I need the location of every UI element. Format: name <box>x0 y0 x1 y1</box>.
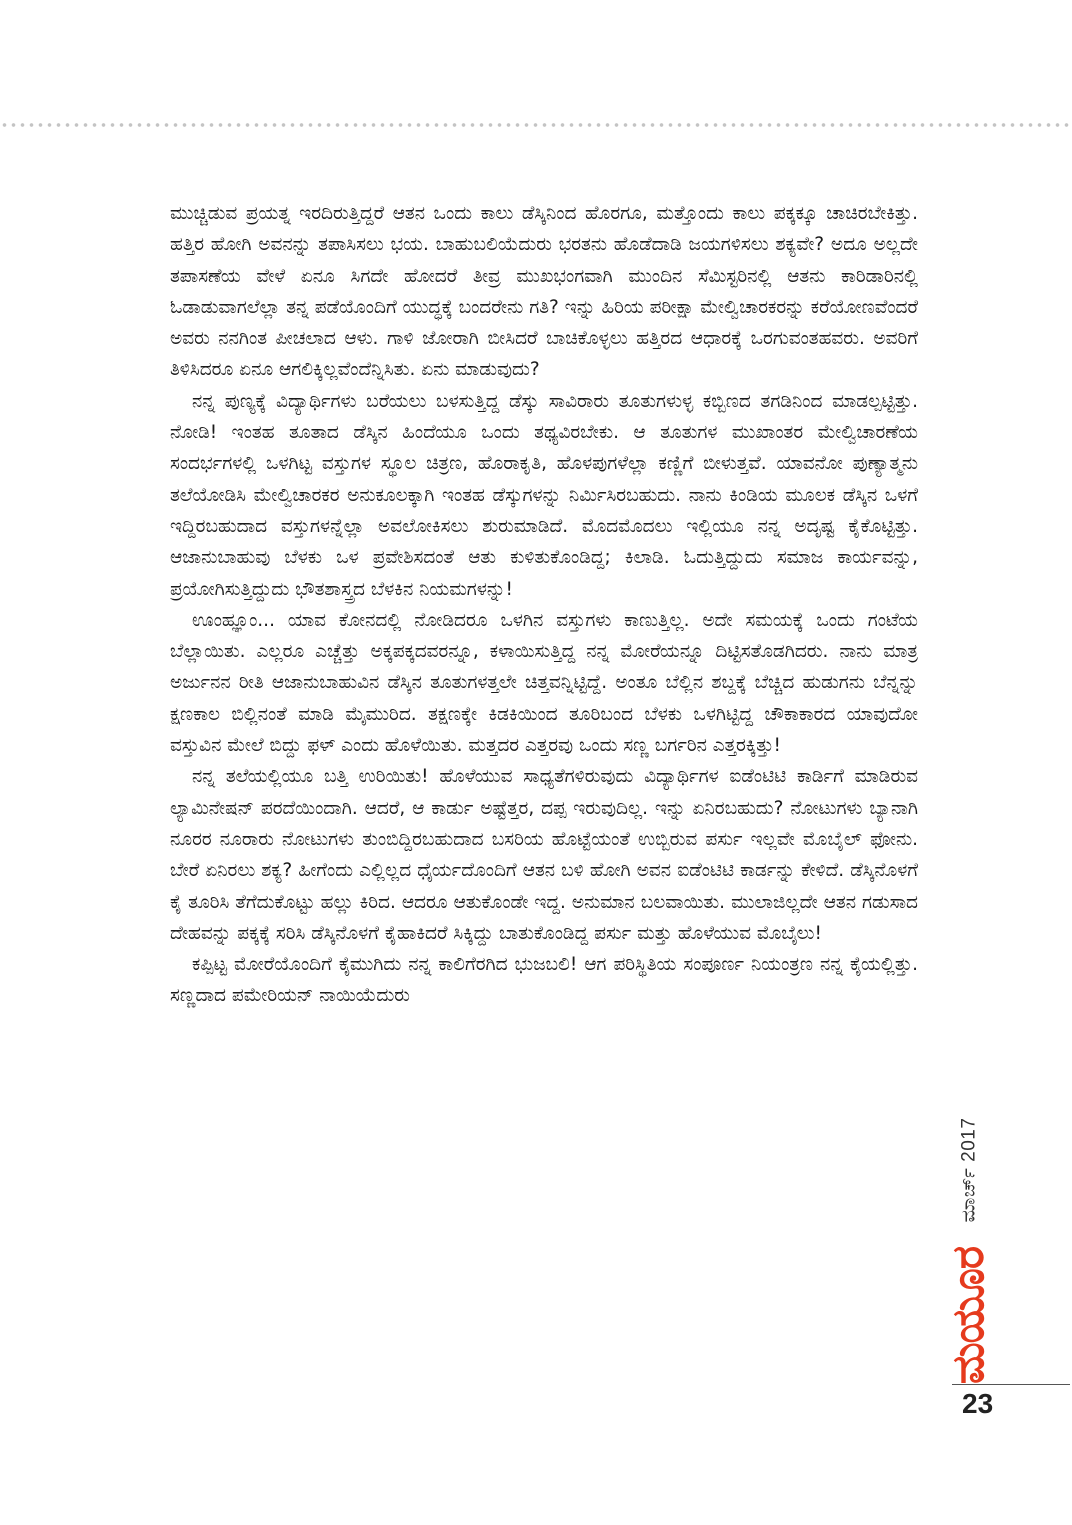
paragraph-5: ಕಪ್ಪಿಟ್ಟ ಮೋರೆಯೊಂದಿಗೆ ಕೈಮುಗಿದು ನನ್ನ ಕಾಲಿಗೆರಗಿದ ಭುಜಬಲಿ! ಆಗ ಪರಿಸ್ಥಿತಿಯ ಸಂಪೂರ್ಣ ನಿಯಂತ್ರಣ ನನ್ನ ಕೈಯಲ್ಲಿತ್ತು. ಸಣ್ಣದಾದ ಪಮೇರಿಯನ್ ನಾಯಿಯೆದುರು <box>170 954 918 1007</box>
paragraph-1: ಮುಚ್ಚಿಡುವ ಪ್ರಯತ್ನ ಇರದಿರುತ್ತಿದ್ದರೆ ಆತನ ಒಂದು ಕಾಲು ಡೆಸ್ಕಿನಿಂದ ಹೊರಗೂ, ಮತ್ತೊಂದು ಕಾಲು ಪಕ್ಕಕ್ಕೂ ಚಾಚಿರಬೇಕಿತ್ತು. ಹತ್ತಿರ ಹೋಗಿ ಅವನನ್ನು ತಪಾಸಿಸಲು ಭಯ. ಬಾಹುಬಲಿಯೆದುರು ಭರತನು ಹೊಡೆದಾಡಿ ಜಯಗಳಿಸಲು ಶಕ್ಯವೇ? ಅದೂ ಅಲ್ಲದೇ ತಪಾಸಣೆಯ ವೇಳೆ ಏನೂ ಸಿಗದೇ ಹೋದರೆ ತೀವ್ರ ಮುಖಭಂಗವಾಗಿ ಮುಂದಿನ ಸೆಮಿಸ್ಟರಿನಲ್ಲಿ ಆತನು ಕಾರಿಡಾರಿನಲ್ಲಿ ಓಡಾಡುವಾಗಲೆಲ್ಲಾ ತನ್ನ ಪಡೆಯೊಂದಿಗೆ ಯುದ್ಧಕ್ಕೆ ಬಂದರೇನು ಗತಿ? ಇನ್ನು ಹಿರಿಯ ಪರೀಕ್ಷಾ ಮೇಲ್ವಿಚಾರಕರನ್ನು ಕರೆಯೋಣವೆಂದರೆ ಅವರು ನನಗಿಂತ ಪೀಚಲಾದ ಆಳು. ಗಾಳಿ ಜೋರಾಗಿ ಬೀಸಿದರೆ ಬಾಚಿಕೊಳ್ಳಲು ಹತ್ತಿರದ ಆಧಾರಕ್ಕೆ ಒರಗುವಂತಹವರು. ಅವರಿಗೆ ತಿಳಿಸಿದರೂ ಏನೂ ಆಗಲಿಕ್ಕಿಲ್ಲವೆಂದೆನ್ನಿಸಿತು. ಏನು ಮಾಡುವುದು? <box>170 203 918 381</box>
issue-date <box>944 1100 994 1240</box>
page-number: 23 <box>962 1388 994 1419</box>
paragraph-4: ನನ್ನ ತಲೆಯಲ್ಲಿಯೂ ಬತ್ತಿ ಉರಿಯಿತು! ಹೊಳೆಯುವ ಸಾಧ್ಯತೆಗಳಿರುವುದು ವಿದ್ಯಾರ್ಥಿಗಳ ಐಡೆಂಟಿಟಿ ಕಾರ್ಡಿಗೆ ಮಾಡಿರುವ ಲ್ಯಾಮಿನೇಷನ್ ಪರದೆಯಿಂದಾಗಿ. ಆದರೆ, ಆ ಕಾರ್ಡು ಅಷ್ಟೆತ್ತರ, ದಪ್ಪ ಇರುವುದಿಲ್ಲ. ಇನ್ನು ಏನಿರಬಹುದು? ನೋಟುಗಳು ಬ್ಯಾನಾಗಿ ನೂರರ ನೂರಾರು ನೋಟುಗಳು ತುಂಬಿದ್ದಿರಬಹುದಾದ ಬಸರಿಯ ಹೊಟ್ಟೆಯಂತೆ ಉಬ್ಬಿರುವ ಪರ್ಸು ಇಲ್ಲವೇ ಮೊಬೈಲ್ ಫೋನು. ಬೇರೆ ಏನಿರಲು ಶಕ್ಯ? ಹೀಗೆಂದು ಎಲ್ಲಿಲ್ಲದ ಧೈರ್ಯದೊಂದಿಗೆ ಆತನ ಬಳಿ ಹೋಗಿ ಅವನ ಐಡೆಂಟಿಟಿ ಕಾರ್ಡನ್ನು ಕೇಳಿದೆ. ಡೆಸ್ಕಿನೊಳಗೆ ಕೈ ತೂರಿಸಿ ತೆಗೆದುಕೊಟ್ಟು ಹಲ್ಲು ಕಿರಿದ. ಆದರೂ ಆತುಕೊಂಡೇ ಇದ್ದ. ಅನುಮಾನ ಬಲವಾಯಿತು. ಮುಲಾಜಿಲ್ಲದೇ ಆತನ ಗಡುಸಾದ ದೇಹವನ್ನು ಪಕ್ಕಕ್ಕೆ ಸರಿಸಿ ಡೆಸ್ಕಿನೊಳಗೆ ಕೈಹಾಕಿದರೆ ಸಿಕ್ಕಿದ್ದು ಬಾತುಕೊಂಡಿದ್ದ ಪರ್ಸು ಮತ್ತು ಹೊಳೆಯುವ ಮೊಬೈಲು! <box>170 766 918 944</box>
magazine-logo-text: ಮಯೂರ <box>943 1246 995 1384</box>
paragraph-3: ಊಂಹ್ಞೂಂ... ಯಾವ ಕೋನದಲ್ಲಿ ನೋಡಿದರೂ ಒಳಗಿನ ವಸ್ತುಗಳು ಕಾಣುತ್ತಿಲ್ಲ. ಅದೇ ಸಮಯಕ್ಕೆ ಒಂದು ಗಂಟೆಯ ಬೆಲ್ಲಾಯಿತು. ಎಲ್ಲರೂ ಎಚ್ಚೆತ್ತು ಅಕ್ಕಪಕ್ಕದವರನ್ನೂ, ಕಳಾಯಿಸುತ್ತಿದ್ದ ನನ್ನ ಮೋರೆಯನ್ನೂ ದಿಟ್ಟಿಸತೊಡಗಿದರು. ನಾನು ಮಾತ್ರ ಅರ್ಜುನನ ರೀತಿ ಆಜಾನುಬಾಹುವಿನ ಡೆಸ್ಕಿನ ತೂತುಗಳತ್ತಲೇ ಚಿತ್ತವನ್ನಿಟ್ಟಿದ್ದೆ. ಅಂತೂ ಬೆಲ್ಲಿನ ಶಬ್ದಕ್ಕೆ ಬೆಚ್ಚಿದ ಹುಡುಗನು ಬೆನ್ನನ್ನು ಕ್ಷಣಕಾಲ ಬಿಲ್ಲಿನಂತೆ ಮಾಡಿ ಮೈಮುರಿದ. ತಕ್ಷಣಕ್ಕೇ ಕಿಡಕಿಯಿಂದ ತೂರಿಬಂದ ಬೆಳಕು ಒಳಗಿಟ್ಟಿದ್ದ ಚೌಕಾಕಾರದ ಯಾವುದೋ ವಸ್ತುವಿನ ಮೇಲೆ ಬಿದ್ದು ಫಳ್ ಎಂದು ಹೊಳೆಯಿತು. ಮತ್ತದರ ಎತ್ತರವು ಒಂದು ಸಣ್ಣ ಬರ್ಗರಿನ ಎತ್ತರಕ್ಕಿತ್ತು! <box>170 609 918 757</box>
paragraph-2: ನನ್ನ ಪುಣ್ಯಕ್ಕೆ ವಿದ್ಯಾರ್ಥಿಗಳು ಬರೆಯಲು ಬಳಸುತ್ತಿದ್ದ ಡೆಸ್ಕು ಸಾವಿರಾರು ತೂತುಗಳುಳ್ಳ ಕಬ್ಬಿಣದ ತಗಡಿನಿಂದ ಮಾಡಲ್ಪಟ್ಟಿತ್ತು. ನೋಡಿ! ಇಂತಹ ತೂತಾದ ಡೆಸ್ಕಿನ ಹಿಂದೆಯೂ ಒಂದು ತಥ್ಯವಿರಬೇಕು. ಆ ತೂತುಗಳ ಮುಖಾಂತರ ಮೇಲ್ವಿಚಾರಣೆಯ ಸಂದರ್ಭಗಳಲ್ಲಿ ಒಳಗಿಟ್ಟ ವಸ್ತುಗಳ ಸ್ಥೂಲ ಚಿತ್ರಣ, ಹೊರಾಕೃತಿ, ಹೊಳಪುಗಳೆಲ್ಲಾ ಕಣ್ಣಿಗೆ ಬೀಳುತ್ತವೆ. ಯಾವನೋ ಪುಣ್ಯಾತ್ಮನು ತಲೆಯೋಡಿಸಿ ಮೇಲ್ವಿಚಾರಕರ ಅನುಕೂಲಕ್ಕಾಗಿ ಇಂತಹ ಡೆಸ್ಕುಗಳನ್ನು ನಿರ್ಮಿಸಿರಬಹುದು. ನಾನು ಕಿಂಡಿಯ ಮೂಲಕ ಡೆಸ್ಕಿನ ಒಳಗೆ ಇದ್ದಿರಬಹುದಾದ ವಸ್ತುಗಳನ್ನೆಲ್ಲಾ ಅವಲೋಕಿಸಲು ಶುರುಮಾಡಿದೆ. ಮೊದಮೊದಲು ಇಲ್ಲಿಯೂ ನನ್ನ ಅದೃಷ್ಟ ಕೈಕೊಟ್ಟಿತ್ತು. ಆಜಾನುಬಾಹುವು ಬೆಳಕು ಒಳ ಪ್ರವೇಶಿಸದಂತೆ ಆತು ಕುಳಿತುಕೊಂಡಿದ್ದ; ಕಿಲಾಡಿ. ಓದುತ್ತಿದ್ದುದು ಸಮಾಜ ಕಾರ್ಯವನ್ನು, ಪ್ರಯೋಗಿಸುತ್ತಿದ್ದುದು ಭೌತಶಾಸ್ತ್ರದ ಬೆಳಕಿನ ನಿಯಮಗಳನ್ನು! <box>170 390 918 600</box>
article-body <box>170 198 918 1012</box>
issue-date-text: ಮಾರ್ಚ್ 2017 <box>958 1117 979 1223</box>
magazine-logo <box>943 1246 995 1384</box>
magazine-sidebar <box>944 1100 994 1390</box>
dotted-header-rule <box>0 122 1072 128</box>
page-number-rule <box>952 1384 1070 1385</box>
